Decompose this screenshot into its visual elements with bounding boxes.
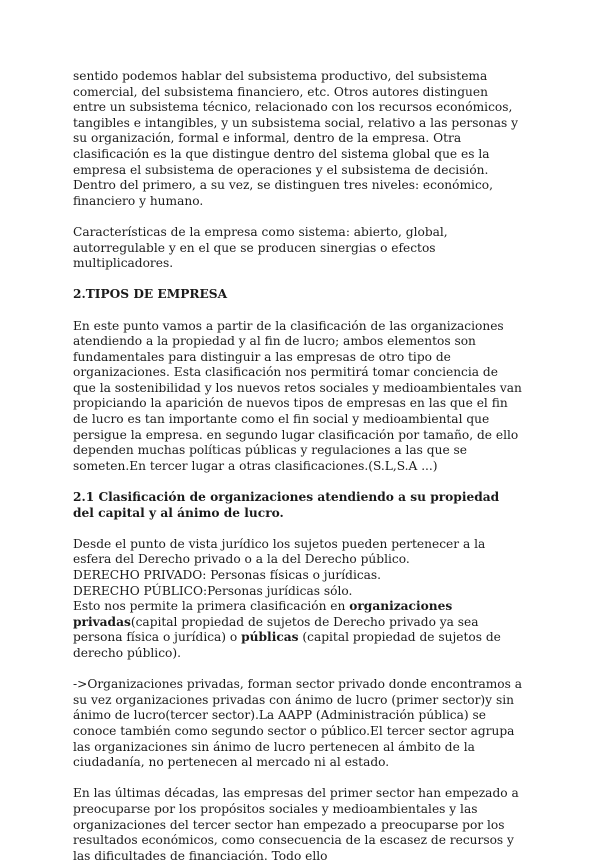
text-run: (capital propiedad de sujetos de derecho público). <box>73 630 501 660</box>
subsection-heading-2-1: 2.1 Clasificación de organizaciones atendiendo a su propiedad del capital y al ánimo de lucro. <box>73 490 500 520</box>
text-run: (capital propiedad de sujetos de Derecho privado ya sea persona física o jurídica) o <box>73 614 479 645</box>
paragraph-private-organizations: ->Organizaciones privadas, forman sector privado donde encontramos a su vez organizaciones privadas con ánimo de lucro (primer sector)y sin ánimo de lucro(tercer sector).La AAPP (Administración pública) se conoce también como segundo sector o público.El tercer sector agrupa las organizaciones sin ánimo de lucro pertenecen al ámbito de la ciudadanía, no pertenecen al mercado ni al estado. <box>73 677 523 770</box>
bold-organizaciones-privadas: organizaciones privadas <box>73 599 453 629</box>
paragraph-classification-intro: En este punto vamos a partir de la clasificación de las organizaciones atendiendo a la propiedad y al fin de lucro; ambos elementos son fundamentales para distinguir a las empresas de otro tipo de organizaciones. Esta clasificación nos permitirá tomar conciencia de que la sostenibilidad y los nuevos retos sociales y medioambientales van propiciando la aparición de nuevos tipos de empresas en las que el fin de lucro es tan importante como el fin social y medioambiental que persigue la empresa. en segundo lugar clasificación por tamaño, de ello dependen muchas políticas públicas y regulaciones a las que se someten.En tercer lugar a otras clasificaciones.(S.L,S.A ...) <box>73 318 522 473</box>
section-heading-tipos: 2.TIPOS DE EMPRESA <box>73 287 228 302</box>
bold-publicas: públicas <box>241 630 299 645</box>
paragraph-first-classification <box>73 599 524 661</box>
paragraph-legal-view: Desde el punto de vista jurídico los sujetos pueden pertenecer a la esfera del Derecho privado o a la del Derecho público. <box>73 536 486 567</box>
paragraph-derecho-publico: DERECHO PÚBLICO:Personas jurídicas sólo. <box>73 583 353 598</box>
paragraph-recent-decades: En las últimas décadas, las empresas del primer sector han empezado a preocuparse por los propósitos sociales y medioambientales y las organizaciones del tercer sector han empezado a preocuparse por los resultados económicos, como consecuencia de la escasez de recursos y las dificultades de financiación. Todo ello <box>73 786 519 863</box>
paragraph-subsystems: sentido podemos hablar del subsistema productivo, del subsistema comercial, del subsistema financiero, etc. Otros autores distinguen entre un subsistema técnico, relacionado con los recursos económicos, tangibles e intangibles, y un subsistema social, relativo a las personas y su organización, formal e informal, dentro de la empresa. Otra clasificación es la que distingue dentro del sistema global que es la empresa el subsistema de operaciones y el subsistema de decisión. Dentro del primero, a su vez, se distinguen tres niveles: económico, financiero y humano. <box>73 69 518 208</box>
paragraph-characteristics: Características de la empresa como sistema: abierto, global, autorregulable y en el que se producen sinergias o efectos multiplicadores. <box>73 224 448 271</box>
text-run: Esto nos permite la primera clasificación en <box>73 599 350 614</box>
paragraph-derecho-privado: DERECHO PRIVADO: Personas físicas o jurídicas. <box>73 568 382 582</box>
